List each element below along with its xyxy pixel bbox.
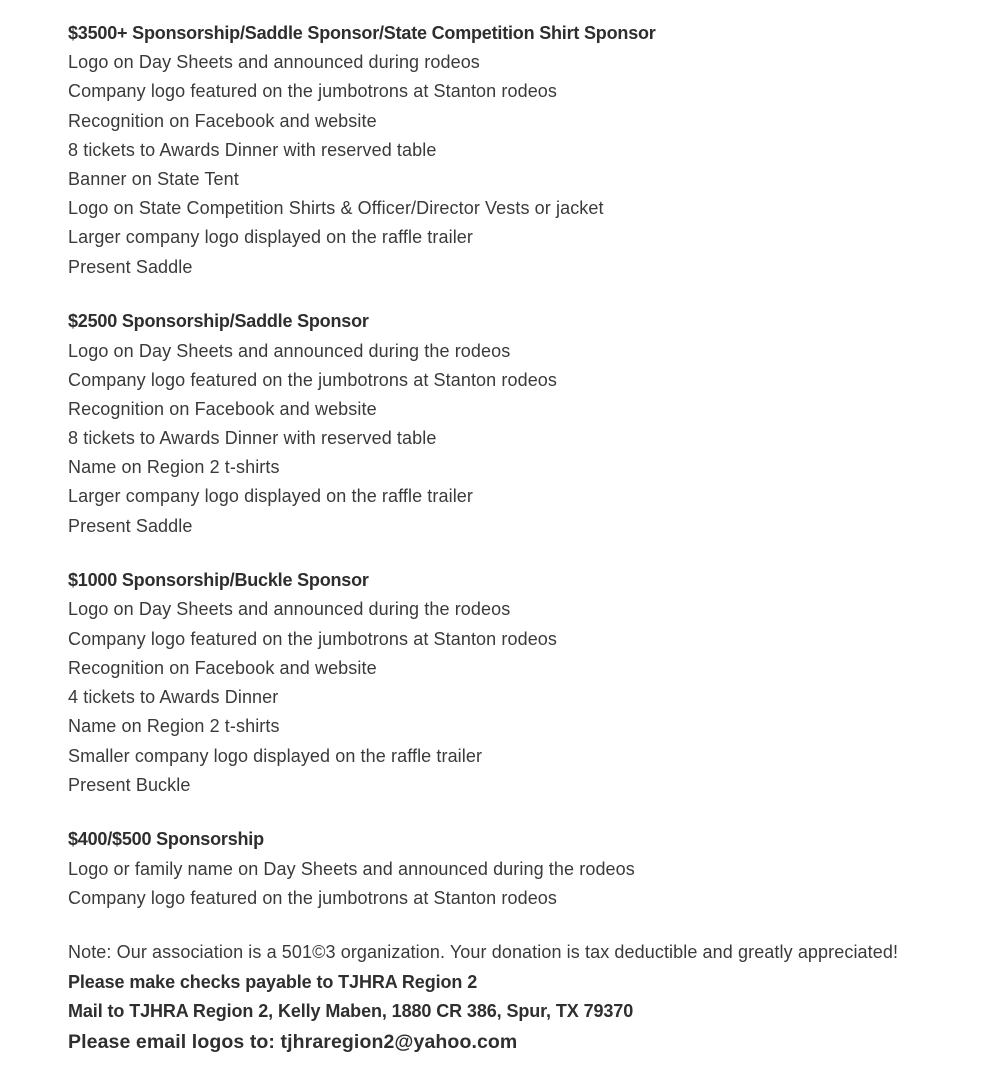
checks-payable-line: Please make checks payable to TJHRA Region 2 [68, 972, 478, 992]
tax-note: Note: Our association is a 501©3 organization. Your donation is tax deductible and greatly appreciated! [68, 942, 899, 962]
tier-item: Logo on Day Sheets and announced during the rodeos [68, 599, 511, 619]
tier-item: Smaller company logo displayed on the raffle trailer [68, 746, 483, 766]
tier-item: Name on Region 2 t-shirts [68, 716, 280, 736]
tier-item: Larger company logo displayed on the raffle trailer [68, 227, 474, 247]
tier-heading: $1000 Sponsorship/Buckle Sponsor [68, 570, 369, 590]
tier-item: Recognition on Facebook and website [68, 399, 377, 419]
tier-heading: $2500 Sponsorship/Saddle Sponsor [68, 311, 369, 331]
tier-item: Logo on Day Sheets and announced during rodeos [68, 52, 480, 72]
tier-item: Present Saddle [68, 257, 193, 277]
email-logos-line: Please email logos to: tjhraregion2@yahoo.com [68, 1031, 518, 1053]
tier-item: Company logo featured on the jumbotrons at Stanton rodeos [68, 81, 558, 101]
tier-item: Name on Region 2 t-shirts [68, 457, 280, 477]
tier-item: Recognition on Facebook and website [68, 658, 377, 678]
tier-item: Company logo featured on the jumbotrons at Stanton rodeos [68, 888, 558, 908]
mailing-address-line: Mail to TJHRA Region 2, Kelly Maben, 1880 CR 386, Spur, TX 79370 [68, 1001, 634, 1021]
tier-item: 8 tickets to Awards Dinner with reserved table [68, 428, 437, 448]
tier-item: Recognition on Facebook and website [68, 111, 377, 131]
tier-item: Present Buckle [68, 775, 191, 795]
tier-heading: $3500+ Sponsorship/Saddle Sponsor/State Competition Shirt Sponsor [68, 23, 656, 43]
tier-item: 8 tickets to Awards Dinner with reserved table [68, 140, 437, 160]
tier-item: Larger company logo displayed on the raffle trailer [68, 486, 474, 506]
tier-item: Logo on Day Sheets and announced during the rodeos [68, 341, 511, 361]
tier-item: Logo on State Competition Shirts & Officer/Director Vests or jacket [68, 198, 604, 218]
tier-heading: $400/$500 Sponsorship [68, 829, 264, 849]
tier-item: Company logo featured on the jumbotrons at Stanton rodeos [68, 370, 558, 390]
tier-item: Banner on State Tent [68, 169, 239, 189]
tier-item: Company logo featured on the jumbotrons at Stanton rodeos [68, 629, 558, 649]
tier-item: Logo or family name on Day Sheets and announced during the rodeos [68, 859, 635, 879]
tier-item: Present Saddle [68, 516, 193, 536]
tier-item: 4 tickets to Awards Dinner [68, 687, 279, 707]
